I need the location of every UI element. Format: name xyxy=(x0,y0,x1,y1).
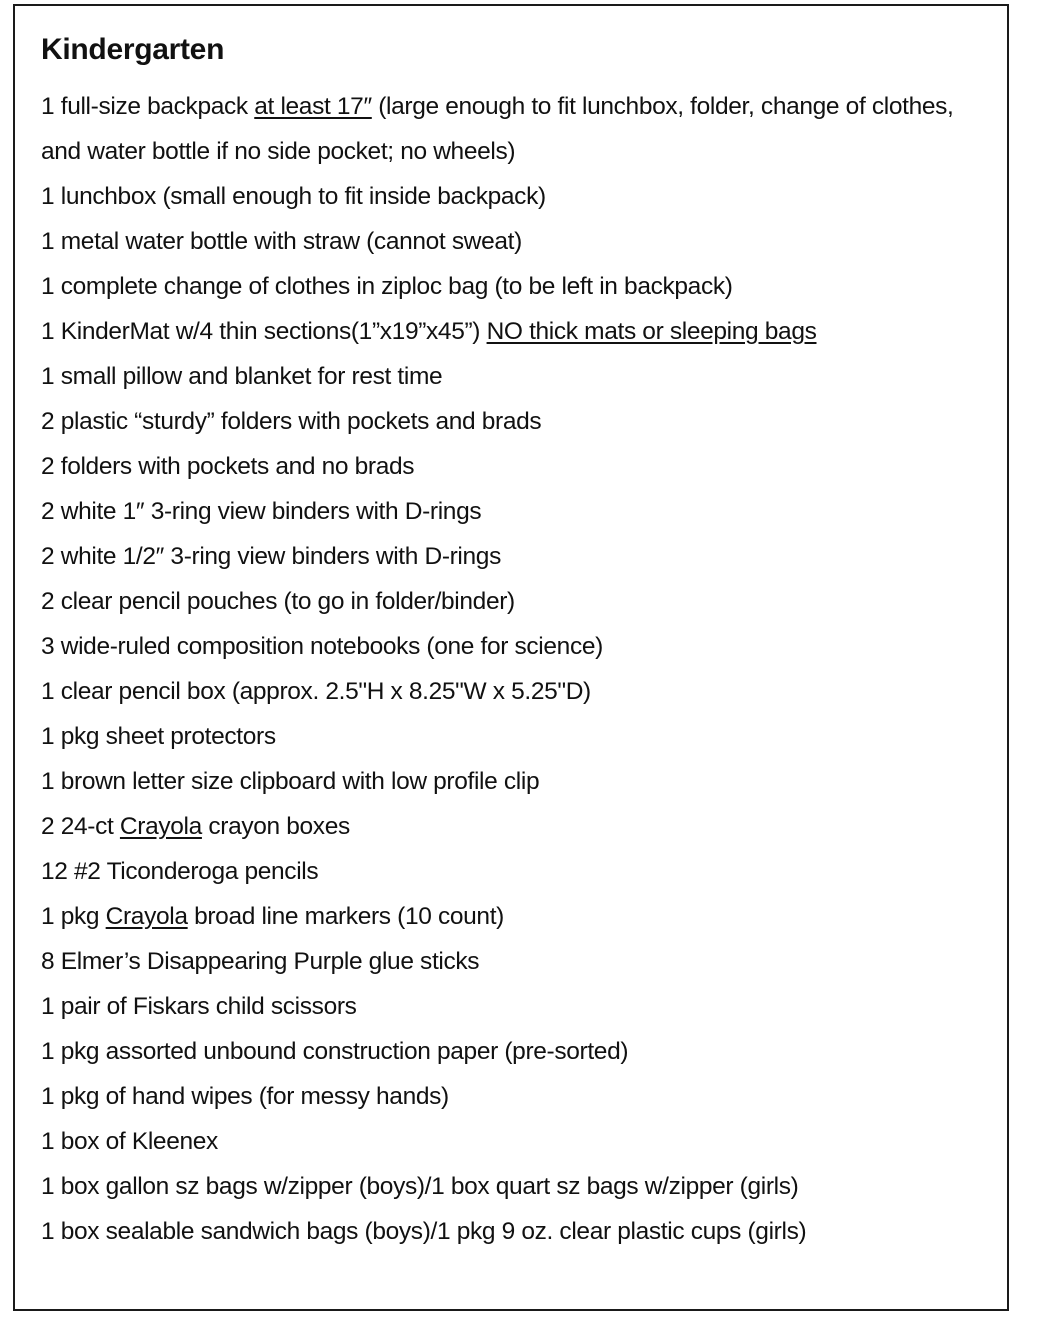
item-text: 1 metal water bottle with straw (cannot sweat) xyxy=(41,228,522,255)
item-text: 1 pkg assorted unbound construction paper (pre-sorted) xyxy=(41,1038,629,1065)
list-item xyxy=(41,444,981,489)
item-text: 2 folders with pockets and no brads xyxy=(41,453,415,480)
item-text: 2 24-ct xyxy=(41,813,120,840)
item-text: 1 complete change of clothes in ziploc bag (to be left in backpack) xyxy=(41,273,733,300)
list-item xyxy=(41,759,981,804)
item-text: 1 box of Kleenex xyxy=(41,1128,218,1155)
list-item xyxy=(41,1029,981,1074)
list-item xyxy=(41,804,981,849)
list-item xyxy=(41,399,981,444)
list-item xyxy=(41,1074,981,1119)
item-text: 1 brown letter size clipboard with low profile clip xyxy=(41,768,540,795)
underlined-text: NO thick mats or sleeping bags xyxy=(486,318,817,345)
item-text: 1 lunchbox (small enough to fit inside backpack) xyxy=(41,183,546,210)
list-item xyxy=(41,489,981,534)
item-text: 3 wide-ruled composition notebooks (one for science) xyxy=(41,633,603,660)
list-item xyxy=(41,309,981,354)
list-item xyxy=(41,624,981,669)
list-item xyxy=(41,534,981,579)
list-item xyxy=(41,894,981,939)
item-text: 8 Elmer’s Disappearing Purple glue sticks xyxy=(41,948,480,975)
page-title: Kindergarten xyxy=(41,33,225,66)
document-frame xyxy=(13,4,1009,1311)
item-text: 1 pkg sheet protectors xyxy=(41,723,276,750)
list-item xyxy=(41,1119,981,1164)
supply-list xyxy=(41,84,981,1254)
list-item xyxy=(41,219,981,264)
item-text: 1 box gallon sz bags w/zipper (boys)/1 box quart sz bags w/zipper (girls) xyxy=(41,1173,799,1200)
list-item xyxy=(41,579,981,624)
list-item xyxy=(41,939,981,984)
item-text: 1 box sealable sandwich bags (boys)/1 pkg 9 oz. clear plastic cups (girls) xyxy=(41,1218,807,1245)
list-item xyxy=(41,669,981,714)
list-item xyxy=(41,714,981,759)
list-item xyxy=(41,849,981,894)
list-item xyxy=(41,984,981,1029)
list-item xyxy=(41,354,981,399)
item-text: 12 #2 Ticonderoga pencils xyxy=(41,858,319,885)
item-text: 1 pkg xyxy=(41,903,106,930)
item-text: 1 pkg of hand wipes (for messy hands) xyxy=(41,1083,449,1110)
item-text: crayon boxes xyxy=(201,813,350,840)
item-text: 1 KinderMat w/4 thin sections(1”x19”x45”) xyxy=(41,318,487,345)
list-item xyxy=(41,1164,981,1209)
underlined-text: Crayola xyxy=(105,903,188,930)
list-item xyxy=(41,264,981,309)
list-item xyxy=(41,174,981,219)
list-item xyxy=(41,1209,981,1254)
underlined-text: at least 17″ xyxy=(254,93,372,120)
item-text: 1 full-size backpack xyxy=(41,93,255,120)
item-text: broad line markers (10 count) xyxy=(187,903,504,930)
item-text: 1 pair of Fiskars child scissors xyxy=(41,993,357,1020)
underlined-text: Crayola xyxy=(119,813,202,840)
item-text: 2 clear pencil pouches (to go in folder/binder) xyxy=(41,588,515,615)
item-text: 2 plastic “sturdy” folders with pockets and brads xyxy=(41,408,542,435)
item-text: 2 white 1/2″ 3-ring view binders with D-rings xyxy=(41,543,501,570)
item-text: (large enough to fit lunchbox, folder, change of clothes, and water bottle if no side pocket; no wheels) xyxy=(41,93,954,165)
item-text: 2 white 1″ 3-ring view binders with D-rings xyxy=(41,498,482,525)
item-text: 1 clear pencil box (approx. 2.5"H x 8.25"W x 5.25"D) xyxy=(41,678,591,705)
list-item xyxy=(41,84,981,174)
item-text: 1 small pillow and blanket for rest time xyxy=(41,363,443,390)
